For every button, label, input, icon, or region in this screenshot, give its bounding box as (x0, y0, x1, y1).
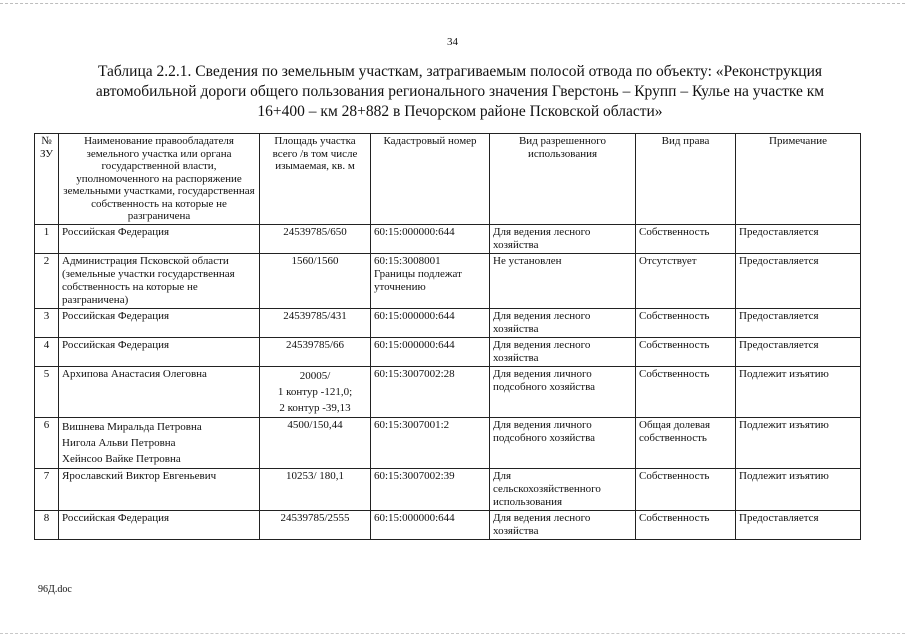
cell-num: 1 (35, 224, 59, 253)
cell-num: 4 (35, 337, 59, 366)
footer-filename: 96Д.doc (38, 584, 72, 595)
page-top-border (0, 3, 905, 4)
header-right: Вид права (636, 134, 736, 225)
cell-usage: Для ведения лесного хозяйства (490, 224, 636, 253)
cell-cadastral: 60:15:000000:644 (371, 510, 490, 539)
cell-usage: Для ведения лесного хозяйства (490, 510, 636, 539)
table-row (35, 308, 861, 337)
cell-num: 8 (35, 510, 59, 539)
cell-area: 24539785/431 (260, 308, 371, 337)
cell-cadastral: 60:15:3007002:28 (371, 366, 490, 417)
cell-area: 20005/ 1 контур -121,0; 2 контур -39,13 (260, 366, 371, 417)
header-num: № ЗУ (35, 134, 59, 225)
cell-note: Предоставляется (736, 337, 861, 366)
cell-num: 3 (35, 308, 59, 337)
cell-note: Предоставляется (736, 308, 861, 337)
table-row (35, 253, 861, 308)
cell-note: Предоставляется (736, 224, 861, 253)
cell-usage: Для сельскохозяйственного использования (490, 468, 636, 510)
cell-num: 7 (35, 468, 59, 510)
cell-right: Собственность (636, 366, 736, 417)
cell-owner: Администрация Псковской области (земельные участки государственная собственность на которые не разграничена) (59, 253, 260, 308)
header-cadastral: Кадастровый номер (371, 134, 490, 225)
cell-owner: Архипова Анастасия Олеговна (59, 366, 260, 417)
cell-right: Отсутствует (636, 253, 736, 308)
cell-area: 24539785/650 (260, 224, 371, 253)
table-title (60, 62, 860, 122)
header-owner: Наименование правообладателя земельного участка или органа государственной власти, уполномоченного на распоряжение земельными участками, государственная собственность на которые не разграничена (59, 134, 260, 225)
cell-cadastral: 60:15:000000:644 (371, 337, 490, 366)
header-note: Примечание (736, 134, 861, 225)
cell-right: Собственность (636, 308, 736, 337)
page-number: 34 (447, 36, 458, 48)
cell-area: 1560/1560 (260, 253, 371, 308)
cell-right: Собственность (636, 337, 736, 366)
cell-cadastral: 60:15:3007002:39 (371, 468, 490, 510)
cell-right: Собственность (636, 510, 736, 539)
cell-usage: Для ведения личного подсобного хозяйства (490, 417, 636, 468)
cell-note: Предоставляется (736, 253, 861, 308)
cell-owner: Российская Федерация (59, 308, 260, 337)
table-row (35, 224, 861, 253)
cell-right: Общая долевая собственность (636, 417, 736, 468)
header-area: Площадь участка всего /в том числе изымаемая, кв. м (260, 134, 371, 225)
cell-area: 24539785/2555 (260, 510, 371, 539)
title-line: Таблица 2.2.1. Сведения по земельным участкам, затрагиваемым полосой отвода по объекту: «Реконструкция (97, 63, 823, 80)
table-row (35, 366, 861, 417)
table-row (35, 468, 861, 510)
table-row (35, 337, 861, 366)
cell-usage: Не установлен (490, 253, 636, 308)
cell-cadastral: 60:15:3007001:2 (371, 417, 490, 468)
cell-note: Подлежит изъятию (736, 417, 861, 468)
cell-num: 2 (35, 253, 59, 308)
cell-owner: Российская Федерация (59, 510, 260, 539)
cell-cadastral: 60:15:3008001 Границы подлежат уточнению (371, 253, 490, 308)
header-usage: Вид разрешенного использования (490, 134, 636, 225)
cell-usage: Для ведения лесного хозяйства (490, 308, 636, 337)
page-bottom-border (0, 633, 905, 634)
cell-owner: Российская Федерация (59, 224, 260, 253)
cell-right: Собственность (636, 468, 736, 510)
cell-num: 5 (35, 366, 59, 417)
title-line: автомобильной дороги общего пользования регионального значения Гверстонь – Крупп – Кулье на участке км (95, 83, 825, 100)
cell-right: Собственность (636, 224, 736, 253)
cell-area: 24539785/66 (260, 337, 371, 366)
cell-owner: Ярославский Виктор Евгеньевич (59, 468, 260, 510)
cell-usage: Для ведения лесного хозяйства (490, 337, 636, 366)
title-line: 16+400 – км 28+882 в Печорском районе Псковской области» (257, 103, 663, 120)
cell-note: Подлежит изъятию (736, 366, 861, 417)
cell-area: 10253/ 180,1 (260, 468, 371, 510)
cell-note: Предоставляется (736, 510, 861, 539)
land-plots-table (34, 133, 861, 540)
cell-area: 4500/150,44 (260, 417, 371, 468)
table-row (35, 417, 861, 468)
cell-note: Подлежит изъятию (736, 468, 861, 510)
cell-num: 6 (35, 417, 59, 468)
cell-owner: Вишнева Миральда Петровна Нигола Альви Петровна Хейнсоо Вайке Петровна (59, 417, 260, 468)
table-row (35, 510, 861, 539)
table-header-row (35, 134, 861, 225)
cell-cadastral: 60:15:000000:644 (371, 308, 490, 337)
cell-owner: Российская Федерация (59, 337, 260, 366)
cell-usage: Для ведения личного подсобного хозяйства (490, 366, 636, 417)
cell-cadastral: 60:15:000000:644 (371, 224, 490, 253)
